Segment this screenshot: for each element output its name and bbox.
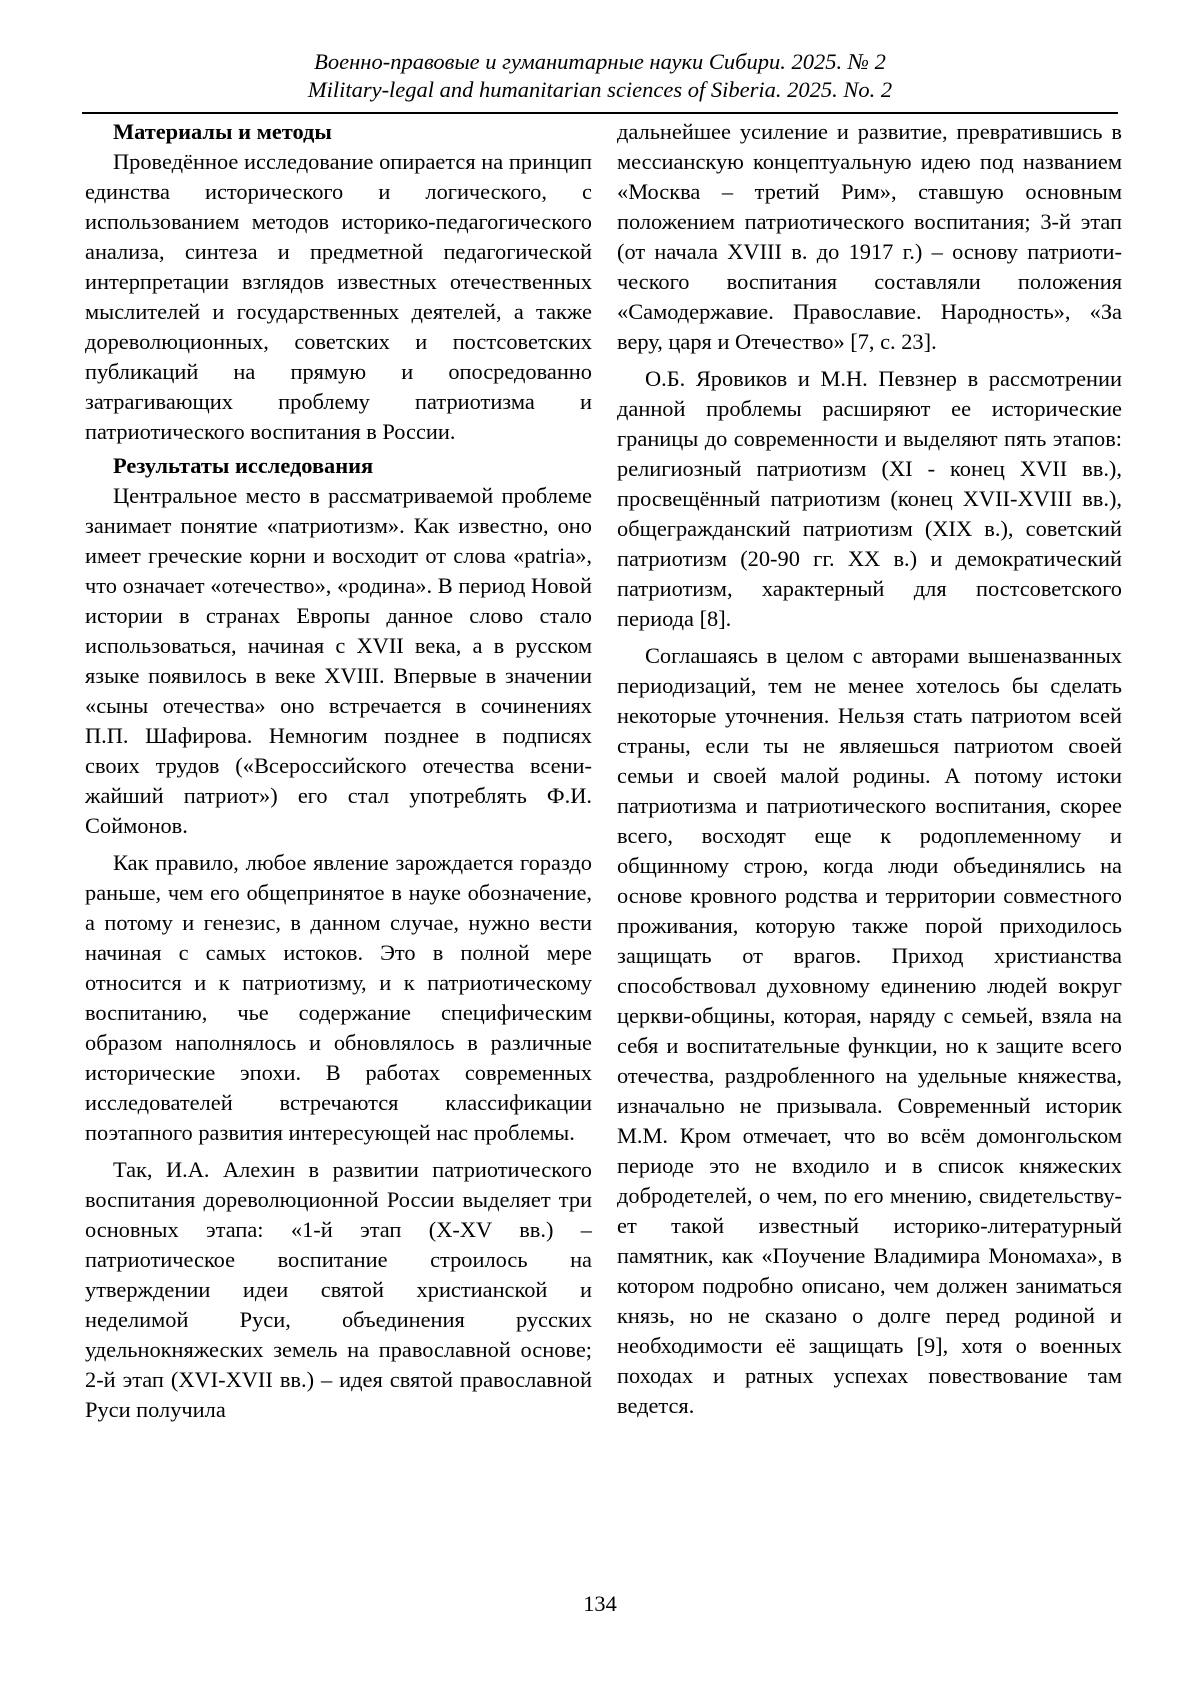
paragraph-clarification: Соглашаясь в целом с авторами вышеназванных периодизаций, тем не менее хотелось бы сделать некоторые уточнения. Нельзя стать патриотом всей страны, если ты не являешься патриотом своей семьи и своей малой родины. А потому истоки патриотизма и патриотического воспитания, скорее всего, восходят еще к родоплеменному и общинному строю, когда люди объединялись на основе кровного родства и территории совместного проживания, которую также порой приходилось защищать от врагов. Приход христианства способствовал духовному единению людей вокруг церкви-общины, которая, наряду с семьей, взяла на себя и воспитательные функции, но к защите всего отечества, раздробленного на удельные княжества, изначально не призывала. Современный историк М.М. Кром отмечает, что во всём домонгольском периоде это не входило и в список княжеских добродетелей, о чем, по его мнению, свидетельствует такой известный историко-литературный памятник, как «Поучение Владимира Мономаха», в котором подробно описано, чем должен заниматься князь, но не сказано о долге перед родиной и необходимости её защищать [9], хотя о военных походах и ратных успехах повествование там ведется. bbox=[617, 643, 1122, 1418]
paragraph-methods: Проведённое исследование опирается на принцип единства исторического и логического, с использованием методов историко-педагогического анализа, синтеза и предметной педагогической интерпретации взглядов известных отечественных мыслителей и государственных деятелей, а также дореволюционных, советских и постсоветских публикаций на прямую и опосредованно затрагивающих проблему патриотизма и патриотического воспитания в России. bbox=[85, 149, 592, 444]
page-number: 134 bbox=[583, 1591, 617, 1616]
paragraph-stages: О.Б. Яровиков и М.Н. Певзнер в рассмотрении данной проблемы расширяют ее исторические границы до современности и выделяют пять этапов: религиозный патриотизм (XI - конец XVII вв.), просвещённый патриотизм (конец XVII-XVIII вв.), общегражданский патриотизм (XIX в.), советский патриотизм (20-90 гг. XX в.) и демократический патриотизм, характерный для постсоветского периода [8]. bbox=[617, 366, 1122, 631]
right-column bbox=[617, 117, 1122, 1421]
left-column bbox=[85, 117, 592, 1425]
header-title-ru: Военно-правовые и гуманитарные науки Сибири. 2025. № 2 bbox=[314, 49, 886, 74]
paragraph-results-2: Как правило, любое явление зарождается гораздо раньше, чем его общепринятое в науке обозначение, а потому и генезис, в данном случае, нужно вести начиная с самых истоков. Это в полной мере относится и к патриотизму, и к патриотическому воспитанию, чье содержание специфическим образом наполнялось и обновлялось в различные исторические эпохи. В работах современных исследователей встречаются классификации поэтапного развития интересующей нас проблемы. bbox=[85, 850, 592, 1145]
header-title-en: Military-legal and humanitarian sciences of Siberia. 2025. No. 2 bbox=[307, 77, 893, 102]
paragraph-results-1: Центральное место в рассматриваемой проблеме занимает понятие «патриотизм». Как известно, оно имеет греческие корни и восходит от слова «patria», что означает «отечество», «родина». В период Новой истории в странах Европы данное слово стало использоваться, начиная с XVII века, а в русском языке появилось в веке XVIII. Впервые в значении «сыны отечества» оно встречается в сочинениях П.П. Шафирова. Немногим позднее в подписях своих трудов («Всероссийского отечества всенижайший патриот») его стал употреблять Ф.И. Соймонов. bbox=[85, 483, 592, 838]
paragraph-continuation: дальнейшее усиление и развитие, превратившись в мессианскую концептуальную идею под названием «Москва – третий Рим», ставшую основным положением патриотического воспитания; 3-й этап (от начала XVIII в. до 1917 г.) – основу патриотического воспитания составляли положения «Самодержавие. Православие. Народность», «За веру, царя и Отечество» [7, с. 23]. bbox=[617, 119, 1122, 354]
running-header bbox=[82, 48, 1118, 104]
header-divider bbox=[82, 112, 1118, 114]
section-heading-methods: Материалы и методы bbox=[113, 119, 332, 144]
section-heading-results: Результаты исследования bbox=[113, 453, 374, 478]
paragraph-results-3: Так, И.А. Алехин в развитии патриотического воспитания дореволюционной России выделяет три основных этапа: «1-й этап (X-XV вв.) – патриотическое воспитание строилось на утверждении идеи святой христианской и неделимой Руси, объединения русских удельнокняжеских земель на православной основе; 2-й этап (XVI-XVII вв.) – идея святой православной Руси получила bbox=[85, 1157, 592, 1422]
